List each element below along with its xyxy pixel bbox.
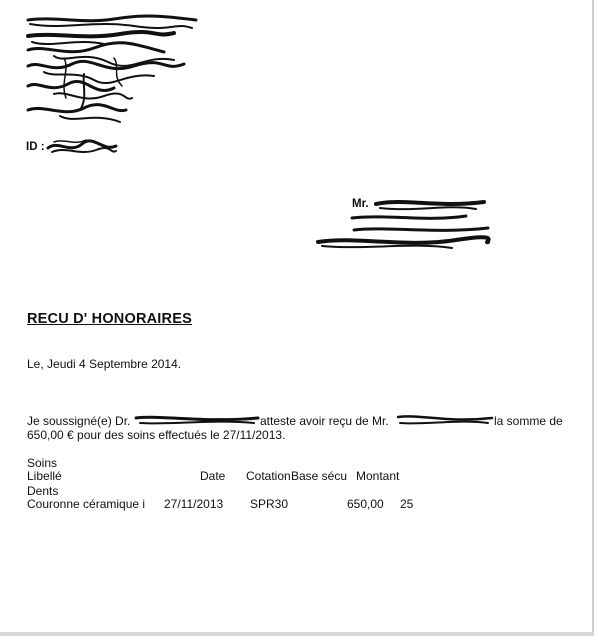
doctor-name-redacted (134, 413, 260, 427)
header-dents: Dents (27, 484, 59, 498)
header-cotation: Cotation (246, 469, 291, 483)
recipient-address-redacted (316, 196, 492, 252)
page-title: RECU D' HONORAIRES (27, 311, 192, 327)
header-base-secu: Base sécu (291, 469, 348, 483)
body-part2: atteste avoir reçu de Mr. (260, 414, 389, 428)
header-libelle: Libellé (27, 469, 62, 483)
row-date: 27/11/2013 (164, 497, 224, 511)
row-cotation: SPR30 (250, 497, 289, 511)
date-line: Le, Jeudi 4 Septembre 2014. (27, 357, 182, 371)
sender-id-label: ID : (26, 141, 45, 153)
row-dents: 25 (400, 497, 414, 511)
table-section-label: Soins (27, 456, 58, 470)
patient-name-redacted (396, 413, 494, 427)
sender-id-redacted (46, 134, 118, 158)
header-montant: Montant (356, 469, 400, 483)
body-part1: Je soussigné(e) Dr. (27, 414, 131, 428)
row-libelle: Couronne céramique i (27, 497, 146, 511)
recipient-prefix: Mr. (352, 198, 369, 210)
sender-address-redacted (24, 14, 204, 134)
row-montant: 650,00 (347, 497, 384, 511)
body-line2: 650,00 € pour des soins effectués le 27/11/2013. (27, 428, 286, 442)
body-part3: la somme de (494, 414, 563, 428)
header-date: Date (200, 469, 226, 483)
